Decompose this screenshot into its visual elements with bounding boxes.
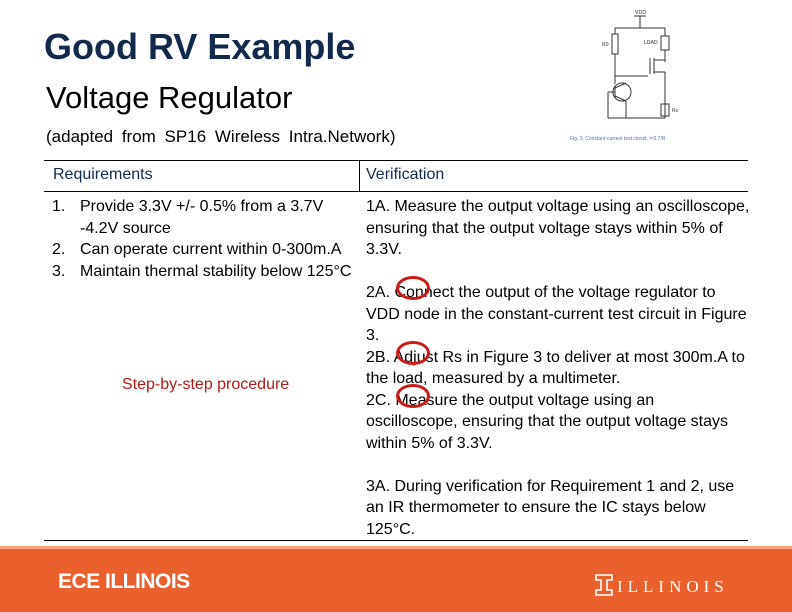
verification-header: Verification [366,166,445,183]
block-i-icon [595,574,613,596]
requirement-number: 3. [52,262,66,280]
illinois-wordmark: ILLINOIS [617,577,729,596]
highlight-circle-2a [396,276,430,300]
requirement-number: 1. [52,198,66,215]
verification-2a: 2A. Connect the output of the voltage regulator to VDD node in the constant-current test circuit in Figure 3. [366,284,747,344]
table-bottom-rule [44,540,748,541]
load-label: LOAD [644,40,658,46]
requirement-number: 2. [52,241,66,258]
verification-2b: 2B. Adjust Rs in Figure 3 to deliver at most 300m.A to the load, measured by a multimeter. [366,348,745,387]
highlight-circle-2c [396,384,430,408]
table-header-row [44,160,748,192]
figure-caption: Fig. 3. Constant-current test circuit, I=3.7/R [570,136,666,142]
vdd-label: VDD [635,10,647,16]
requirement-item [52,196,352,239]
source-note: (adapted from SP16 Wireless Intra.Network) [46,127,396,146]
requirements-header: Requirements [53,166,153,183]
rv-table [44,160,748,540]
requirement-text: Provide 3.3V +/- 0.5% from a 3.7V -4.2V source [80,198,324,237]
ece-illinois-logo: ECE ILLINOIS [58,570,190,593]
verification-1a: 1A. Measure the output voltage using an oscilloscope, ensuring that the output voltage stays within 5% of 3.3V. [366,198,750,258]
slide-subtitle: Voltage Regulator [46,80,293,115]
verification-list [366,196,750,540]
requirement-item [52,239,352,261]
requirements-list [52,196,352,282]
circuit-diagram [560,6,710,148]
rs-label: Rs [672,108,679,114]
requirement-item [52,261,352,283]
verification-3a: 3A. During verification for Requirement 1 and 2, use an IR thermometer to ensure the IC stays below 125°C. [366,477,735,538]
column-divider [359,161,360,191]
r0-label: R0 [602,42,609,48]
highlight-circle-2b [396,341,430,365]
verification-2c: 2C. Measure the output voltage using an oscilloscope, ensuring that the output voltage stays within 5% of 3.3V. [366,391,728,452]
slide-title: Good RV Example [44,26,356,67]
step-by-step-label: Step-by-step procedure [122,376,290,393]
requirement-text: Maintain thermal stability below 125°C [80,262,352,280]
requirement-text: Can operate current within 0-300m.A [80,241,342,258]
